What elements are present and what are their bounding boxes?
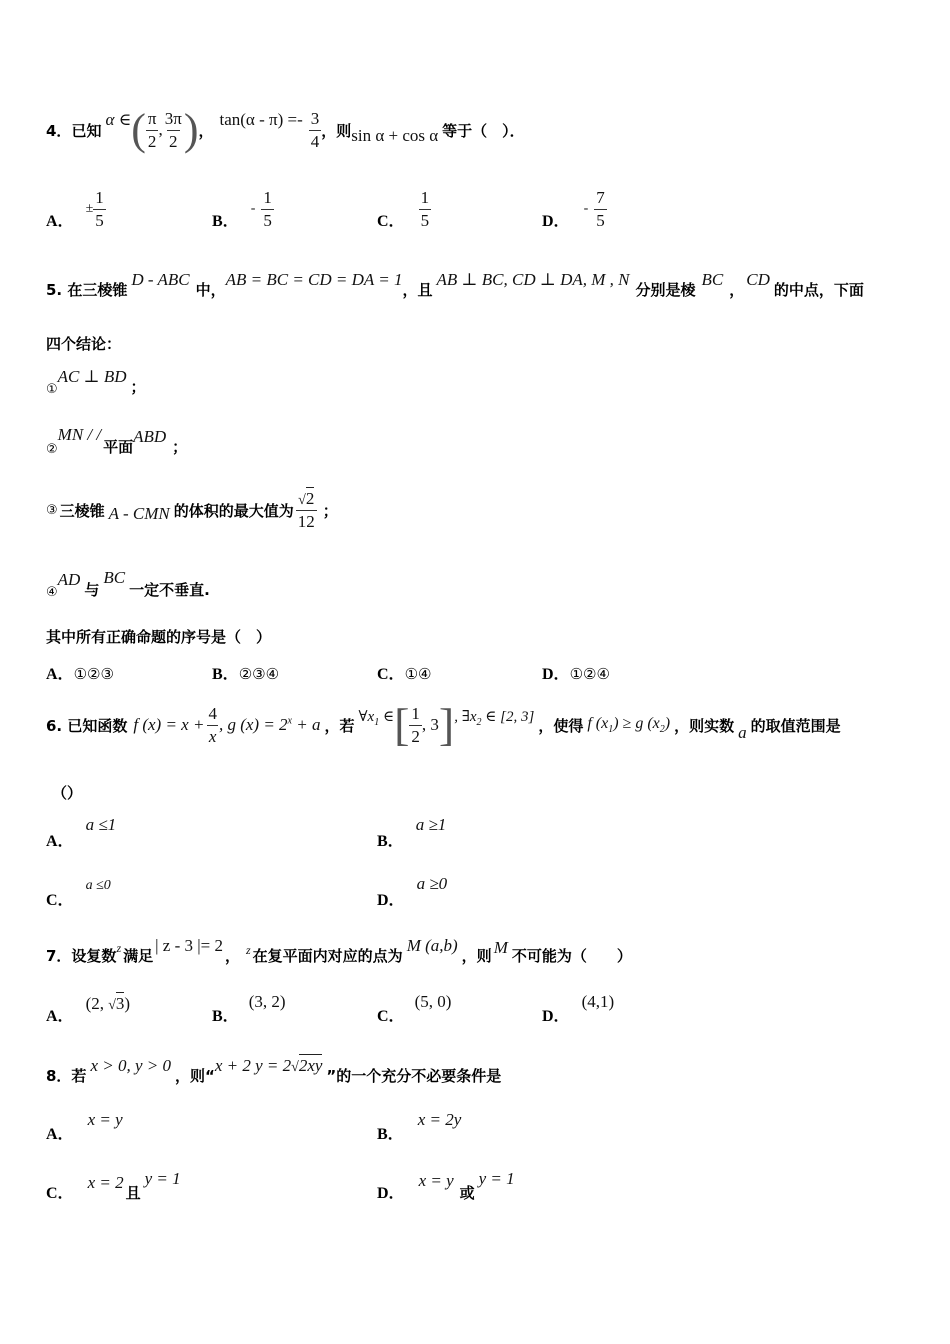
- q5-text-4: 分别是棱: [635, 281, 696, 299]
- q5-math-1: D - ABC: [131, 270, 190, 289]
- q6-range-open-bracket: [: [394, 699, 410, 750]
- option-sign: -: [583, 201, 589, 216]
- q4-option-c[interactable]: [377, 185, 431, 233]
- q5-math-3: AB ⊥ BC, CD ⊥ DA, M , N: [436, 270, 630, 289]
- q6-f-den: x: [208, 726, 217, 746]
- option-value: a ≥0: [416, 874, 448, 893]
- q4-expression: sin α + cos α: [351, 126, 439, 145]
- option-num: 1: [95, 187, 104, 207]
- q8-math-equation: x + 2 y = 2√2xy: [214, 1056, 323, 1075]
- q8-text-3: ”的一个充分不必要条件是: [326, 1067, 502, 1085]
- conclusion-marker: ①: [46, 382, 58, 397]
- q7-option-d[interactable]: [542, 990, 614, 1026]
- option-label: C．: [46, 892, 74, 909]
- option-value-2: y = 1: [144, 1169, 181, 1188]
- q6-f-def: f (x) = x +: [133, 715, 205, 734]
- q4-interval-close-paren: ): [183, 105, 199, 154]
- q4-interval-high-num: 3π: [164, 108, 182, 128]
- q6-forall-sub: 1: [374, 716, 380, 728]
- q5-text-5: ，: [729, 281, 745, 299]
- q5-math-2: AB = BC = CD = DA = 1: [225, 270, 403, 289]
- q4-interval-low-den: 2: [147, 131, 157, 151]
- conclusion-end: ；: [172, 438, 188, 456]
- q5-math-5: CD: [746, 270, 770, 289]
- q7-text-6: 不可能为（ ）: [511, 947, 632, 965]
- q5-text-6: 的中点，下面: [773, 281, 864, 299]
- q4-interval-open-paren: (: [131, 105, 146, 154]
- q4-tan-den: 4: [310, 131, 320, 151]
- q8-math-condition: x > 0, y > 0: [90, 1056, 171, 1075]
- option-value: ①②④: [569, 665, 610, 683]
- option-label: D．: [377, 892, 405, 909]
- q6-text-4: ，则实数: [674, 716, 735, 735]
- q7-option-a[interactable]: [46, 990, 130, 1026]
- q6-ineq-sub2: 2: [659, 724, 665, 736]
- conclusion-text-2: 一定不垂直.: [129, 581, 210, 599]
- option-label: B．: [212, 212, 239, 230]
- q8-text-1: 8．若: [46, 1067, 87, 1085]
- q6-text-1: 6. 已知函数: [46, 716, 128, 735]
- q6-range-low-den: 2: [411, 726, 420, 746]
- q6-forall-var: ∀x: [358, 708, 375, 725]
- option-value-2: y = 1: [478, 1169, 515, 1188]
- option-value: (2, √3): [85, 994, 131, 1013]
- option-value-sqrt: 3: [115, 994, 125, 1013]
- option-label: B．: [377, 1126, 404, 1143]
- q6-stem: [46, 695, 841, 755]
- conclusion-max-volume: [296, 489, 317, 532]
- q6-option-d[interactable]: [377, 874, 447, 910]
- q7-math-z: z: [116, 941, 122, 955]
- conclusion-text: 与: [84, 581, 100, 599]
- q6-range-low-num: 1: [411, 703, 420, 723]
- q4-option-d[interactable]: [542, 185, 607, 233]
- q7-option-b[interactable]: [212, 990, 286, 1026]
- q6-f-num: 4: [208, 703, 217, 723]
- q6-text-5: 的取值范围是: [750, 716, 841, 735]
- option-num: 1: [263, 187, 272, 207]
- q5-option-a[interactable]: [46, 661, 114, 684]
- conclusion-max-volume-den: 12: [297, 511, 315, 531]
- option-den: 5: [596, 210, 605, 230]
- q4-stem: 4． 已知 α ∈ ( $\frac{\pi}{2}$ , $\frac{3\pi}{2}$ ) ， tan(α - π) =- $\frac{3}{4}$ ，则 sin α + cos α 等于（ ）．: [46, 105, 525, 154]
- q8-option-c[interactable]: [46, 1167, 181, 1203]
- q6-ineq-sub1: 1: [608, 724, 614, 736]
- q7-text-5: ，则: [461, 947, 492, 965]
- q8-eq-lhs: x + 2 y = 2: [214, 1056, 292, 1075]
- q4-alpha-in: α ∈: [105, 110, 132, 129]
- q6-param-a: a: [738, 723, 747, 742]
- q4-interval-low: [146, 109, 159, 151]
- sqrt-radicand: 2: [305, 488, 315, 508]
- q6-ineq-close: ): [664, 714, 671, 732]
- conclusion-math: A - CMN: [108, 504, 170, 523]
- option-value-post: ): [124, 994, 131, 1013]
- q6-answer-paren: （）: [52, 784, 83, 802]
- option-value: a ≥1: [415, 815, 447, 834]
- option-label: A．: [46, 1126, 74, 1143]
- q5-conclusion-3: [46, 484, 338, 536]
- q8-option-b[interactable]: [377, 1108, 461, 1144]
- q4-interval-low-num: π: [147, 108, 157, 128]
- conclusion-marker: ④: [46, 585, 58, 600]
- option-den: 5: [95, 210, 104, 230]
- q6-g-exp: x: [287, 715, 292, 727]
- option-value: a ≤1: [85, 815, 117, 834]
- option-value: x = 2: [87, 1173, 124, 1192]
- q5-option-d[interactable]: [542, 661, 610, 684]
- q4-text-3: 等于（ ）．: [442, 121, 525, 140]
- option-sign: -: [250, 201, 256, 216]
- option-sign: ±: [85, 201, 94, 216]
- q4-number: 4．: [46, 121, 72, 140]
- conclusion-text: 三棱锥: [59, 501, 105, 520]
- q6-option-b[interactable]: [377, 815, 446, 851]
- q4-option-a[interactable]: [46, 185, 106, 233]
- q7-math-modulus: | z - 3 |= 2: [155, 936, 223, 955]
- option-value: x = y: [87, 1110, 123, 1129]
- q7-text-4: 在复平面内对应的点为: [252, 947, 403, 965]
- option-value-pre: (2,: [85, 994, 109, 1013]
- option-value: x = y: [418, 1171, 454, 1190]
- conclusion-math-2: BC: [103, 568, 126, 587]
- conclusion-end: ；: [322, 501, 338, 520]
- option-fraction: [93, 188, 106, 230]
- option-den: 5: [263, 210, 272, 230]
- q6-range-low: [409, 704, 422, 746]
- q6-g-base: , g (x) = 2: [218, 715, 288, 734]
- conclusion-math-2: ABD: [133, 427, 167, 446]
- q4-interval-high-den: 2: [169, 131, 178, 151]
- option-num: 7: [596, 187, 605, 207]
- q5-math-4: BC: [701, 270, 724, 289]
- q8-option-a[interactable]: [46, 1108, 123, 1144]
- q5-stem-line-2: 四个结论：: [46, 335, 122, 353]
- option-label: D．: [377, 1185, 405, 1202]
- option-label: D．: [542, 212, 570, 230]
- q4-interval-high: [163, 109, 184, 151]
- option-label: B．: [212, 666, 239, 683]
- q6-exists-var: , ∃x: [454, 708, 477, 725]
- option-value: a ≤0: [85, 878, 111, 893]
- q5-option-b[interactable]: [212, 661, 279, 684]
- q6-g-def: [219, 715, 321, 735]
- option-label: C．: [377, 1008, 405, 1025]
- q4-tan-value: [309, 109, 322, 151]
- option-join: 且: [125, 1184, 141, 1202]
- q5-conclusion-4: [46, 568, 210, 600]
- option-label: D．: [542, 1008, 570, 1025]
- option-value: ①④: [404, 665, 432, 683]
- option-value: (5, 0): [414, 992, 452, 1011]
- q5-text-3: ，且: [402, 281, 433, 299]
- q7-stem: [46, 932, 632, 966]
- option-value: (4,1): [581, 992, 615, 1011]
- option-fraction: [594, 188, 607, 230]
- conclusion-max-volume-num: √2: [298, 488, 315, 508]
- q6-exists-sub: 2: [476, 716, 482, 728]
- q8-stem: [46, 1052, 501, 1086]
- conclusion-math: MN / /: [57, 425, 102, 444]
- conclusion-marker: ③: [46, 502, 58, 518]
- q6-f-fraction: [206, 704, 219, 746]
- option-num: 1: [420, 187, 430, 207]
- q6-range-close-bracket: ]: [438, 699, 455, 750]
- option-label: A．: [46, 212, 74, 230]
- conclusion-end: ；: [130, 378, 146, 396]
- option-label: A．: [46, 833, 74, 850]
- option-label: A．: [46, 1008, 74, 1025]
- q6-text-2: ，若: [324, 716, 355, 735]
- option-value: x = 2y: [417, 1110, 462, 1129]
- q7-math-m: M: [493, 938, 508, 957]
- q7-math-point: M (a,b): [406, 936, 458, 955]
- q6-ineq-mid: ) ≥ g (x: [613, 714, 660, 732]
- q4-text-1: 已知: [71, 121, 102, 140]
- conclusion-math: AC ⊥ BD: [57, 367, 127, 386]
- conclusion-text-2: 的体积的最大值为: [173, 501, 294, 520]
- q5-conclusion-1: [46, 365, 146, 397]
- q5-stem-line-1: [46, 270, 864, 300]
- option-fraction: [261, 188, 274, 230]
- q6-inequality: [587, 715, 670, 735]
- q8-eq-sqrt: 2xy: [298, 1056, 323, 1075]
- q6-forall: [359, 707, 395, 728]
- q7-option-c[interactable]: [377, 990, 451, 1026]
- option-label: D．: [542, 666, 570, 683]
- conclusion-math: AD: [57, 570, 81, 589]
- option-value: ①②③: [73, 665, 114, 683]
- option-join: 或: [459, 1184, 475, 1202]
- q6-option-a[interactable]: [46, 815, 116, 851]
- option-value: (3, 2): [248, 992, 286, 1011]
- q4-option-b[interactable]: [212, 185, 274, 233]
- q4-tan-num: 3: [310, 108, 320, 128]
- q7-text-3: ，: [224, 947, 240, 965]
- q4-text-2: ，则: [321, 121, 352, 140]
- q4-tan-equation: tan(α - π) =-: [219, 110, 303, 129]
- q8-text-2: ，则“: [174, 1067, 215, 1085]
- q4-comma: ，: [198, 121, 214, 140]
- option-label: A．: [46, 666, 74, 683]
- q6-text-3: ，使得: [538, 716, 584, 735]
- q5-text-1: 5. 在三棱锥: [46, 281, 128, 299]
- q8-option-d[interactable]: [377, 1167, 515, 1203]
- option-label: B．: [212, 1008, 239, 1025]
- option-den: 5: [420, 210, 430, 230]
- q7-text-1: 7．设复数: [46, 947, 117, 965]
- q7-math-z2: z: [246, 943, 251, 957]
- q6-g-tail: + a: [292, 715, 321, 734]
- option-label: C．: [377, 666, 405, 683]
- q5-question: 其中所有正确命题的序号是（ ）: [46, 628, 272, 646]
- q6-exists-in: ∈ [2, 3]: [481, 708, 535, 725]
- q7-text-2: 满足: [123, 947, 154, 965]
- conclusion-text: 平面: [103, 438, 134, 456]
- option-label: C．: [377, 212, 405, 230]
- q6-range-high: , 3: [421, 715, 439, 734]
- option-label: C．: [46, 1185, 74, 1202]
- q6-option-c[interactable]: [46, 874, 111, 910]
- q6-ineq-lhs: f (x: [587, 714, 609, 732]
- q5-option-c[interactable]: [377, 661, 431, 684]
- q6-exists: [454, 707, 534, 728]
- conclusion-marker: ②: [46, 442, 58, 457]
- option-value: ②③④: [238, 665, 280, 683]
- option-label: B．: [377, 833, 404, 850]
- q6-forall-in: ∈: [379, 708, 395, 725]
- q5-text-2: 中，: [195, 281, 226, 299]
- q5-conclusion-2: [46, 425, 187, 457]
- option-fraction: [419, 188, 432, 230]
